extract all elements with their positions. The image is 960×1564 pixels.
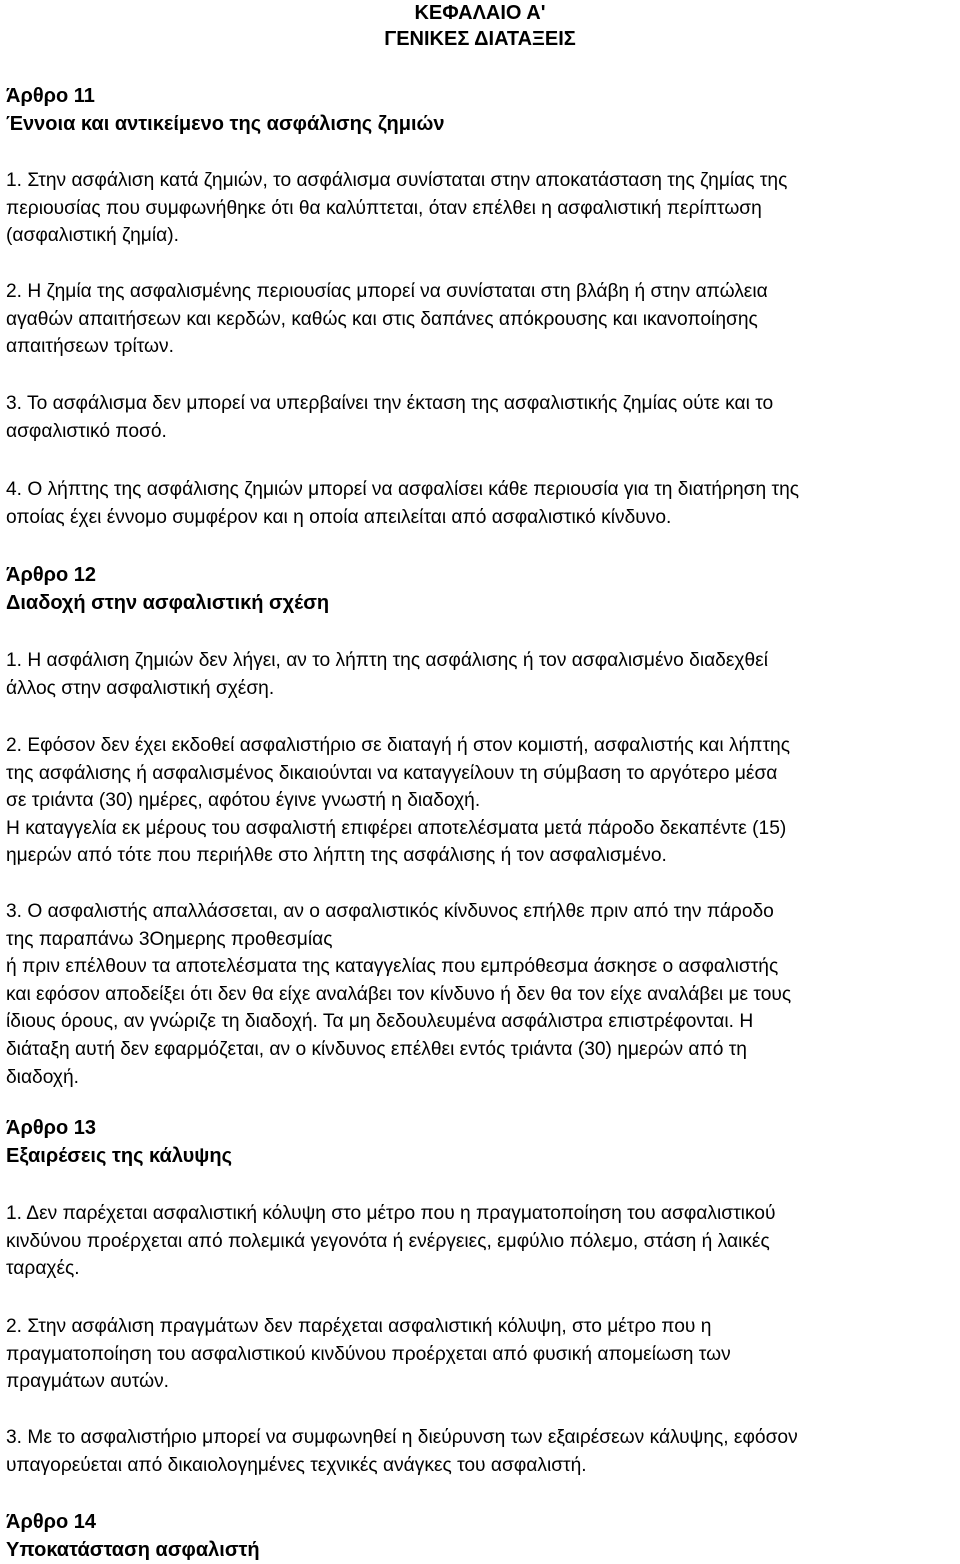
text-line: 1. Δεν παρέχεται ασφαλιστική κόλυψη στο μέτρο που η πραγματοποίηση του ασφαλιστικού — [6, 1203, 776, 1224]
text-line: 3. Ο ασφαλιστής απαλλάσσεται, αν ο ασφαλιστικός κίνδυνος επήλθε πριν από την πάροδο — [6, 901, 774, 922]
text-line: ταραχές. — [6, 1258, 80, 1280]
article-11-paragraph-1 — [6, 167, 956, 250]
chapter-number: ΚΕΦΑΛΑΙΟ Α' — [414, 2, 546, 24]
text-line: υπαγορεύεται από δικαιολογημένες τεχνικές ανάγκες του ασφαλιστή. — [6, 1454, 587, 1476]
text-line: 2. Η ζημία της ασφαλισμένης περιουσίας μπορεί να συνίσταται στη βλάβη ή στην απώλεια — [6, 281, 768, 302]
text-line: 2. Στην ασφάλιση πραγμάτων δεν παρέχεται ασφαλιστική κόλυψη, στο μέτρο που η — [6, 1316, 712, 1337]
text-line: Η καταγγελία εκ μέρους του ασφαλιστή επιφέρει αποτελέσματα μετά πάροδο δεκαπέντε (15) — [6, 817, 787, 839]
text-line: διαδοχή. — [6, 1066, 79, 1088]
article-12-paragraph-1 — [6, 647, 956, 702]
text-line: 3. Με το ασφαλιστήριο μπορεί να συμφωνηθεί η διεύρυνση των εξαιρέσεων κάλυψης, εφόσον — [6, 1427, 798, 1448]
text-line: ασφαλιστικό ποσό. — [6, 420, 167, 442]
article-11-heading — [6, 83, 445, 138]
article-13-paragraph-2 — [6, 1313, 956, 1396]
article-title: Διαδοχή στην ασφαλιστική σχέση — [6, 591, 330, 614]
text-line: (ασφαλιστική ζημία). — [6, 225, 179, 247]
article-11-paragraph-3 — [6, 390, 956, 445]
text-line: ίδιους όρους, αν γνώριζε τη διαδοχή. Τα μη δεδουλευμένα ασφάλιστρα επιστρέφονται. Η — [6, 1011, 754, 1033]
text-line: άλλος στην ασφαλιστική σχέση. — [6, 677, 275, 699]
chapter-title: ΓΕΝΙΚΕΣ ΔΙΑΤΑΞΕΙΣ — [384, 28, 576, 50]
article-number: Άρθρο 14 — [6, 1511, 97, 1533]
text-line: ή πριν επέλθουν τα αποτελέσματα της καταγγελίας που εμπρόθεσμα άσκησε ο ασφαλιστής — [6, 956, 779, 978]
article-11-paragraph-2 — [6, 278, 956, 361]
text-line: πραγματοποίηση του ασφαλιστικού κινδύνου προέρχεται από φυσική απομείωση των — [6, 1343, 731, 1365]
text-line: και εφόσον αποδείξει ότι δεν θα είχε αναλάβει τον κίνδυνο ή δεν θα τον είχε αναλάβει με τους — [6, 983, 792, 1005]
article-11-paragraph-4 — [6, 476, 956, 531]
article-13-paragraph-1 — [6, 1200, 956, 1283]
article-number: Άρθρο 11 — [6, 85, 95, 107]
text-line: κινδύνου προέρχεται από πολεμικά γεγονότα ή ενέργειες, εμφύλιο πόλεμο, στάση ή λαικές — [6, 1230, 770, 1252]
text-line: οποίας έχει έννομο συμφέρον και η οποία απειλείται από ασφαλιστικό κίνδυνο. — [6, 506, 672, 528]
text-line: 1. Στην ασφάλιση κατά ζημιών, το ασφάλισμα συνίσταται στην αποκατάσταση της ζημίας της — [6, 170, 788, 191]
chapter-heading — [0, 0, 960, 52]
article-12-paragraph-2 — [6, 732, 956, 870]
article-title: Υποκατάσταση ασφαλιστή — [6, 1538, 260, 1561]
text-line: αγαθών απαιτήσεων και κερδών, καθώς και στις δαπάνες απόκρουσης και ικανοποίησης — [6, 308, 758, 330]
text-line: απαιτήσεων τρίτων. — [6, 336, 174, 358]
article-number: Άρθρο 13 — [6, 1117, 97, 1139]
text-line: 3. Το ασφάλισμα δεν μπορεί να υπερβαίνει την έκταση της ασφαλιστικής ζημίας ούτε και το — [6, 393, 774, 414]
text-line: σε τριάντα (30) ημέρες, αφότου έγινε γνωστή η διαδοχή. — [6, 790, 481, 812]
text-line: της ασφάλισης ή ασφαλισμένος δικαιούνται να καταγγείλουν τη σύμβαση το αργότερο μέσα — [6, 762, 778, 784]
article-12-heading — [6, 562, 329, 617]
text-line: περιουσίας που συμφωνήθηκε ότι θα καλύπτεται, όταν επέλθει η ασφαλιστική περίπτωση — [6, 197, 762, 219]
text-line: 4. Ο λήπτης της ασφάλισης ζημιών μπορεί να ασφαλίσει κάθε περιουσία για τη διατήρηση της — [6, 479, 800, 500]
text-line: πραγμάτων αυτών. — [6, 1371, 169, 1393]
article-12-paragraph-3 — [6, 898, 956, 1091]
article-title: Έννοια και αντικείμενο της ασφάλισης ζημιών — [6, 112, 445, 135]
text-line: 2. Εφόσον δεν έχει εκδοθεί ασφαλιστήριο σε διαταγή ή στον κομιστή, ασφαλιστής και λήπτης — [6, 735, 790, 756]
article-title: Εξαιρέσεις της κάλυψης — [6, 1144, 232, 1167]
article-13-paragraph-3 — [6, 1424, 956, 1479]
article-14-heading — [6, 1509, 260, 1564]
text-line: της παραπάνω 3Οημερης προθεσμίας — [6, 928, 333, 950]
text-line: ημερών από τότε που περιήλθε στο λήπτη της ασφάλισης ή τον ασφαλισμένο. — [6, 845, 667, 867]
text-line: 1. Η ασφάλιση ζημιών δεν λήγει, αν το λήπτη της ασφάλισης ή τον ασφαλισμένο διαδεχθεί — [6, 650, 768, 671]
text-line: διάταξη αυτή δεν εφαρμόζεται, αν ο κίνδυνος επέλθει εντός τριάντα (30) ημερών από τη — [6, 1038, 747, 1060]
article-number: Άρθρο 12 — [6, 564, 97, 586]
article-13-heading — [6, 1115, 232, 1170]
